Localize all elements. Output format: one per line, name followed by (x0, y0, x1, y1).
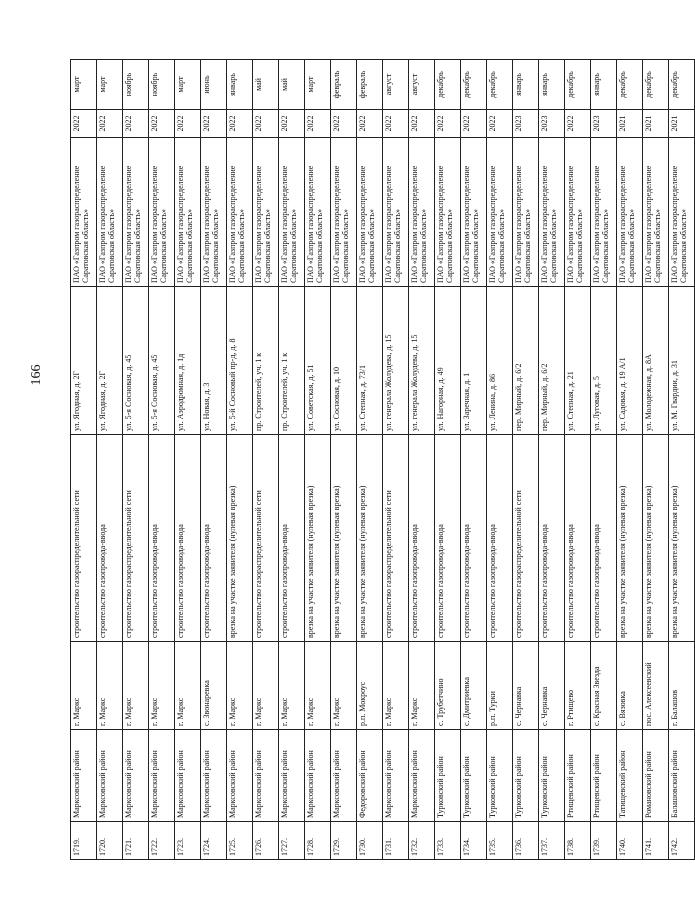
year-cell: 2022 (305, 110, 331, 138)
settlement-cell: г. Маркс (227, 642, 253, 730)
company-cell: ПАО «Газпром газораспределение Саратовская область» (435, 138, 461, 287)
settlement-cell: г. Балашов (669, 642, 695, 730)
address-cell: пр. Строителей, уч. 1 к (253, 287, 279, 435)
work-type-cell: врезка на участке заявителя (нулевая врезка) (617, 435, 643, 642)
address-cell: ул. генерала Жолудева, д. 15 (383, 287, 409, 435)
year-cell: 2022 (487, 110, 513, 138)
work-type-cell: строительство газопровода-ввода (175, 435, 201, 642)
work-type-cell: строительство газопровода-ввода (149, 435, 175, 642)
settlement-cell: г. Маркс (97, 642, 123, 730)
table-row (123, 60, 149, 860)
district-cell: Ртищевский район (565, 730, 591, 822)
settlement-cell: г. Маркс (409, 642, 435, 730)
address-cell: ул. Молодежная, д. 8А (643, 287, 669, 435)
address-cell: пер. Мирный, д. 6/2 (513, 287, 539, 435)
settlement-cell: р.п. Мокроус (357, 642, 383, 730)
row-number: 1728. (305, 822, 331, 860)
work-type-cell: строительство газопровода-ввода (591, 435, 617, 642)
company-cell: ПАО «Газпром газораспределение Саратовская область» (149, 138, 175, 287)
work-type-cell: строительство газораспределительной сети (71, 435, 97, 642)
district-cell: Марксовский район (305, 730, 331, 822)
table-row (513, 60, 539, 860)
address-cell: ул. 5-я Сосновая, д. 45 (123, 287, 149, 435)
settlement-cell: г. Маркс (71, 642, 97, 730)
year-cell: 2023 (591, 110, 617, 138)
work-type-cell: строительство газопровода-ввода (435, 435, 461, 642)
table-row (539, 60, 565, 860)
address-cell: ул. Новая, д. 3 (201, 287, 227, 435)
district-cell: Марксовский район (227, 730, 253, 822)
year-cell: 2022 (71, 110, 97, 138)
month-cell: январь (227, 60, 253, 110)
settlement-cell: пос. Алексеевский (643, 642, 669, 730)
address-cell: ул. Луговая, д. 5 (591, 287, 617, 435)
table-row (643, 60, 669, 860)
work-type-cell: врезка на участке заявителя (нулевая врезка) (305, 435, 331, 642)
table-row (331, 60, 357, 860)
district-cell: Турковский район (461, 730, 487, 822)
month-cell: ноябрь (149, 60, 175, 110)
company-cell: ПАО «Газпром газораспределение Саратовская область» (201, 138, 227, 287)
district-cell: Марксовский район (71, 730, 97, 822)
work-type-cell: строительство газопровода-ввода (461, 435, 487, 642)
work-type-cell: строительство газопровода-ввода (279, 435, 305, 642)
district-cell: Ртищевский район (591, 730, 617, 822)
table-row (97, 60, 123, 860)
company-cell: ПАО «Газпром газораспределение Саратовская область» (409, 138, 435, 287)
row-number: 1731. (383, 822, 409, 860)
table-row (201, 60, 227, 860)
year-cell: 2022 (331, 110, 357, 138)
row-number: 1737. (539, 822, 565, 860)
month-cell: декабрь (669, 60, 695, 110)
year-cell: 2022 (201, 110, 227, 138)
month-cell: январь (539, 60, 565, 110)
year-cell: 2022 (123, 110, 149, 138)
district-cell: Татищевский район (617, 730, 643, 822)
address-cell: ул. М. Гвардии, д. 31 (669, 287, 695, 435)
year-cell: 2022 (175, 110, 201, 138)
row-number: 1719. (71, 822, 97, 860)
month-cell: январь (591, 60, 617, 110)
work-type-cell: строительство газопровода-ввода (97, 435, 123, 642)
table-row (435, 60, 461, 860)
table-row (279, 60, 305, 860)
row-number: 1721. (123, 822, 149, 860)
district-cell: Марксовский район (149, 730, 175, 822)
table-row (357, 60, 383, 860)
month-cell: июнь (201, 60, 227, 110)
year-cell: 2021 (643, 110, 669, 138)
month-cell: февраль (331, 60, 357, 110)
district-cell: Марксовский район (123, 730, 149, 822)
company-cell: ПАО «Газпром газораспределение Саратовская область» (279, 138, 305, 287)
month-cell: май (279, 60, 305, 110)
address-cell: ул. Сосновая, д. 10 (331, 287, 357, 435)
table-row (591, 60, 617, 860)
company-cell: ПАО «Газпром газораспределение Саратовская область» (357, 138, 383, 287)
settlement-cell: с. Звонаревка (201, 642, 227, 730)
table-body (71, 60, 695, 860)
row-number: 1727. (279, 822, 305, 860)
row-number: 1722. (149, 822, 175, 860)
year-cell: 2022 (435, 110, 461, 138)
district-cell: Турковский район (435, 730, 461, 822)
settlement-cell: г. Маркс (123, 642, 149, 730)
row-number: 1742. (669, 822, 695, 860)
table-row (487, 60, 513, 860)
work-type-cell: строительство газораспределительной сети (513, 435, 539, 642)
table-row (383, 60, 409, 860)
table-row (669, 60, 695, 860)
row-number: 1734. (461, 822, 487, 860)
settlement-cell: г. Маркс (331, 642, 357, 730)
address-cell: ул. Ленина, д. 86 (487, 287, 513, 435)
month-cell: декабрь (565, 60, 591, 110)
month-cell: март (97, 60, 123, 110)
company-cell: ПАО «Газпром газораспределение Саратовская область» (227, 138, 253, 287)
year-cell: 2022 (357, 110, 383, 138)
work-type-cell: строительство газораспределительной сети (123, 435, 149, 642)
address-cell: ул. Ягодная, д. 2Г (71, 287, 97, 435)
company-cell: ПАО «Газпром газораспределение Саратовская область» (487, 138, 513, 287)
data-table (70, 59, 695, 860)
work-type-cell: врезка на участке заявителя (нулевая врезка) (331, 435, 357, 642)
row-number: 1725. (227, 822, 253, 860)
work-type-cell: врезка на участке заявителя (нулевая врезка) (227, 435, 253, 642)
table-row (409, 60, 435, 860)
settlement-cell: г. Маркс (149, 642, 175, 730)
work-type-cell: строительство газопровода-ввода (409, 435, 435, 642)
work-type-cell: врезка на участке заявителя (нулевая врезка) (357, 435, 383, 642)
table-area (70, 60, 688, 860)
page-number: 166 (29, 364, 44, 386)
year-cell: 2022 (461, 110, 487, 138)
address-cell: ул. генерала Жолудева, д. 15 (409, 287, 435, 435)
row-number: 1732. (409, 822, 435, 860)
address-cell: ул. Садовая, д. 19 А/1 (617, 287, 643, 435)
month-cell: август (383, 60, 409, 110)
company-cell: ПАО «Газпром газораспределение Саратовская область» (97, 138, 123, 287)
settlement-cell: с. Дмитриевка (461, 642, 487, 730)
settlement-cell: г. Ртищево (565, 642, 591, 730)
month-cell: декабрь (461, 60, 487, 110)
company-cell: ПАО «Газпром газораспределение Саратовская область» (175, 138, 201, 287)
month-cell: март (305, 60, 331, 110)
company-cell: ПАО «Газпром газораспределение Саратовская область» (71, 138, 97, 287)
year-cell: 2022 (565, 110, 591, 138)
district-cell: Марксовский район (253, 730, 279, 822)
table-row (305, 60, 331, 860)
company-cell: ПАО «Газпром газораспределение Саратовская область» (461, 138, 487, 287)
work-type-cell: строительство газораспределительной сети (383, 435, 409, 642)
row-number: 1729. (331, 822, 357, 860)
year-cell: 2022 (409, 110, 435, 138)
district-cell: Марксовский район (97, 730, 123, 822)
row-number: 1741. (643, 822, 669, 860)
row-number: 1738. (565, 822, 591, 860)
table-row (461, 60, 487, 860)
settlement-cell: с. Трубетчино (435, 642, 461, 730)
settlement-cell: р.п. Турки (487, 642, 513, 730)
year-cell: 2022 (97, 110, 123, 138)
work-type-cell: строительство газопровода-ввода (565, 435, 591, 642)
settlement-cell: г. Маркс (305, 642, 331, 730)
year-cell: 2022 (227, 110, 253, 138)
settlement-cell: г. Маркс (253, 642, 279, 730)
table-row (253, 60, 279, 860)
address-cell: ул. Заречная, д. 1 (461, 287, 487, 435)
row-number: 1720. (97, 822, 123, 860)
work-type-cell: строительство газопровода-ввода (539, 435, 565, 642)
table-row (149, 60, 175, 860)
address-cell: ул. Нагорная, д. 49 (435, 287, 461, 435)
row-number: 1730. (357, 822, 383, 860)
company-cell: ПАО «Газпром газораспределение Саратовская область» (539, 138, 565, 287)
district-cell: Балашовский район (669, 730, 695, 822)
month-cell: август (409, 60, 435, 110)
row-number: 1726. (253, 822, 279, 860)
month-cell: декабрь (487, 60, 513, 110)
address-cell: ул. 5-й Сосновый пр-д, д. 8 (227, 287, 253, 435)
month-cell: февраль (357, 60, 383, 110)
work-type-cell: строительство газопровода-ввода (487, 435, 513, 642)
address-cell: ул. Степная, д. 21 (565, 287, 591, 435)
year-cell: 2022 (149, 110, 175, 138)
table-row (71, 60, 97, 860)
address-cell: пр. Строителей, уч. 1 к (279, 287, 305, 435)
month-cell: март (175, 60, 201, 110)
address-cell: ул. 5-я Сосновая, д. 45 (149, 287, 175, 435)
district-cell: Марксовский район (331, 730, 357, 822)
company-cell: ПАО «Газпром газораспределение Саратовская область» (565, 138, 591, 287)
row-number: 1733. (435, 822, 461, 860)
table-row (227, 60, 253, 860)
month-cell: декабрь (643, 60, 669, 110)
address-cell: ул. Ягодная, д. 2Г (97, 287, 123, 435)
row-number: 1739. (591, 822, 617, 860)
rotated-table-wrapper (70, 60, 688, 860)
work-type-cell: строительство газораспределительной сети (253, 435, 279, 642)
address-cell: пер. Мирный, д. 6/2 (539, 287, 565, 435)
district-cell: Марксовский район (175, 730, 201, 822)
company-cell: ПАО «Газпром газораспределение Саратовская область» (305, 138, 331, 287)
district-cell: Романовский район (643, 730, 669, 822)
address-cell: ул. Советская, д. 51 (305, 287, 331, 435)
year-cell: 2022 (383, 110, 409, 138)
table-row (175, 60, 201, 860)
company-cell: ПАО «Газпром газораспределение Саратовская область» (591, 138, 617, 287)
settlement-cell: г. Маркс (175, 642, 201, 730)
district-cell: Турковский район (513, 730, 539, 822)
company-cell: ПАО «Газпром газораспределение Саратовская область» (513, 138, 539, 287)
year-cell: 2021 (617, 110, 643, 138)
month-cell: декабрь (617, 60, 643, 110)
district-cell: Марксовский район (409, 730, 435, 822)
table-row (565, 60, 591, 860)
work-type-cell: врезка на участке заявителя (нулевая врезка) (669, 435, 695, 642)
table-row (617, 60, 643, 860)
district-cell: Марксовский район (201, 730, 227, 822)
company-cell: ПАО «Газпром газораспределение Саратовская область» (643, 138, 669, 287)
row-number: 1723. (175, 822, 201, 860)
company-cell: ПАО «Газпром газораспределение Саратовская область» (123, 138, 149, 287)
month-cell: январь (513, 60, 539, 110)
district-cell: Турковский район (539, 730, 565, 822)
row-number: 1735. (487, 822, 513, 860)
district-cell: Марксовский район (279, 730, 305, 822)
year-cell: 2022 (279, 110, 305, 138)
month-cell: май (253, 60, 279, 110)
month-cell: декабрь (435, 60, 461, 110)
settlement-cell: с. Чернавка (539, 642, 565, 730)
district-cell: Турковский район (487, 730, 513, 822)
settlement-cell: г. Маркс (383, 642, 409, 730)
year-cell: 2021 (669, 110, 695, 138)
work-type-cell: строительство газопровода-ввода (201, 435, 227, 642)
company-cell: ПАО «Газпром газораспределение Саратовская область» (617, 138, 643, 287)
company-cell: ПАО «Газпром газораспределение Саратовская область» (253, 138, 279, 287)
district-cell: Федоровский район (357, 730, 383, 822)
company-cell: ПАО «Газпром газораспределение Саратовская область» (331, 138, 357, 287)
settlement-cell: с. Вязовка (617, 642, 643, 730)
district-cell: Марксовский район (383, 730, 409, 822)
row-number: 1740. (617, 822, 643, 860)
company-cell: ПАО «Газпром газораспределение Саратовская область» (669, 138, 695, 287)
settlement-cell: с. Чернавка (513, 642, 539, 730)
year-cell: 2023 (513, 110, 539, 138)
month-cell: март (71, 60, 97, 110)
address-cell: ул. Степная, д. 73/1 (357, 287, 383, 435)
settlement-cell: г. Маркс (279, 642, 305, 730)
row-number: 1724. (201, 822, 227, 860)
address-cell: ул. Аэродромная, д. 1д (175, 287, 201, 435)
month-cell: ноябрь (123, 60, 149, 110)
work-type-cell: врезка на участке заявителя (нулевая врезка) (643, 435, 669, 642)
year-cell: 2023 (539, 110, 565, 138)
company-cell: ПАО «Газпром газораспределение Саратовская область» (383, 138, 409, 287)
settlement-cell: с. Красная Звезда (591, 642, 617, 730)
row-number: 1736. (513, 822, 539, 860)
year-cell: 2022 (253, 110, 279, 138)
